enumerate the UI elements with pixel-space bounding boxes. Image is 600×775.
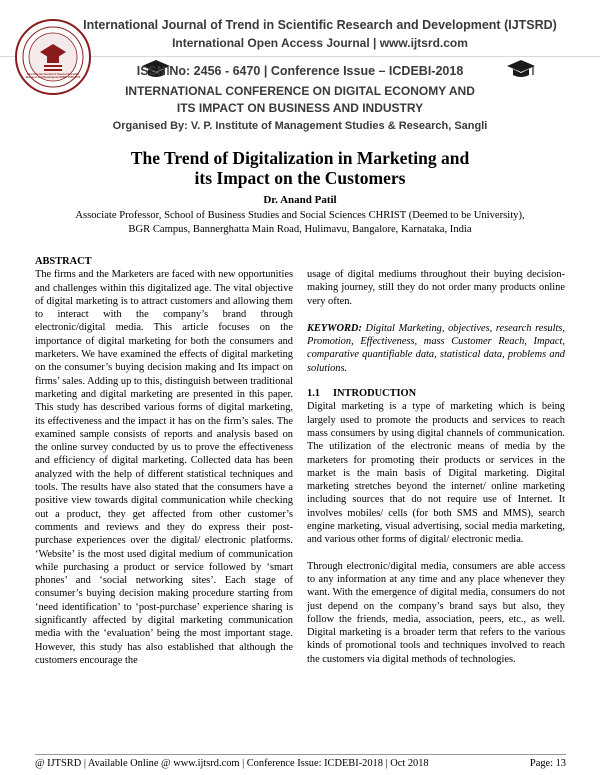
introduction-paragraph-2: Through electronic/digital media, consumers are able access to any information at any time and any place whenever they want. With the emergence of digital media, consumers do not just depend on the company’s brand says but also, they follow the friends, media, association, peers, etc., as well. Digital marketing is a broader term that refers to the various kinds of promotional tools and techniques involved to reach the customers via digital methods of technologies. <box>307 560 565 665</box>
journal-header <box>0 0 600 134</box>
right-column <box>307 268 565 666</box>
left-column <box>35 255 293 667</box>
author-name: Dr. Anand Patil <box>263 194 337 206</box>
page-number: Page: 13 <box>529 758 566 769</box>
footer-text: @ IJTSRD | Available Online @ www.ijtsrd.com | Conference Issue: ICDEBI-2018 | Oct 2018 <box>35 758 429 769</box>
author-affiliation-line1: Associate Professor, School of Business Studies and Social Sciences CHRIST (Deemed to be University), <box>75 210 525 221</box>
issn-line: ISSN No: 2456 - 6470 | Conference Issue – ICDEBI-2018 <box>136 64 464 78</box>
keywords <box>307 322 565 375</box>
keywords-label: KEYWORD: <box>307 322 362 334</box>
section-title: INTRODUCTION <box>333 388 417 400</box>
conference-name-line1: INTERNATIONAL CONFERENCE ON DIGITAL ECONOMY AND <box>125 84 475 98</box>
journal-access-line: International Open Access Journal | www.ijtsrd.com <box>172 36 468 50</box>
author-affiliation-line2: BGR Campus, Bannerghatta Main Road, Hulimavu, Bangalore, Karnataka, India <box>128 224 472 235</box>
abstract-heading: ABSTRACT <box>35 256 92 267</box>
introduction-paragraph-1: Digital marketing is a type of marketing which is being largely used to promote the products and services to reach mass consumers by using digital channels of communication. The utilization of the electronic means of media by the marketers for promoting their products or services in the market is the main basis of Digital marketing. Digital marketing stretches beyond the internet/ online marketing including sources that do not require use of Internet. It involves mobiles/ cells (for both SMS and MMS), search engine marketing, visual advertising, social media marketing, and various other forms of digital/ electronic media. <box>307 401 565 546</box>
journal-name: International Journal of Trend in Scientific Research and Development (IJTSRD) <box>83 18 557 32</box>
abstract-continuation: usage of digital mediums throughout their buying decision-making journey, still they do not order many products online very often. <box>307 269 565 307</box>
section-heading-introduction <box>307 387 565 400</box>
abstract-body: The firms and the Marketers are faced with new opportunities and challenges within this digitalized age. The vital objective of digital marketing is to attract customers and allowing them to interact with the company’s brand through electronic/digital media. This article focuses on the importance of digital marketing for both the consumers and marketers. We have examined the effects of digital marketing on the consumer’s buying decision making and Its impact on firms’ sales. Adding up to this, distinguish between traditional marketing and digital marketing are presented in this paper. This study has described various forms of digital marketing, its effectiveness and the impact it has on the firm’s sales. The examined sample consists of reports and analysis based on the online survey conducted by us to prove the effectiveness and efficiency of digital marketing. Collected data has been analyzed with the help of different statistical techniques and tools. The results have also stated that the consumers have a positive view towards digital communication while checking out a product, they get affected from other customer’s comments and reviews and they do express their post-purchase experiences over the digital/ electronic platforms. ‘Website’ is the most used digital medium of communication while purchasing a product or service followed by ‘smart phones’ and ‘social networking sites’. Each stage of consumer’s buying decision making procedure starting from ‘need identification’ to ‘post-purchase’ experience sharing is significantly affected by digital marketing communication media with the ‘evaluation’ being the most important stage. However, this study has also established that although the customers encourage the <box>35 269 293 666</box>
conference-name-line2: ITS IMPACT ON BUSINESS AND INDUSTRY <box>176 101 424 115</box>
page-footer <box>35 754 566 769</box>
paper-title-line1: The Trend of Digitalization in Marketing and <box>130 148 470 168</box>
section-number: 1.1 <box>307 388 320 400</box>
paper-title-line2: its Impact on the Customers <box>194 168 406 188</box>
organiser-line: Organised By: V. P. Institute of Management Studies & Research, Sangli <box>112 120 488 132</box>
keywords-text: Digital Marketing, objectives, research results, Promotion, Effectiveness, mass Customer Reach, Impact, comparative quantifiable data, statistical data, problems and solutions. <box>307 322 565 374</box>
logo-text: International Journal of Trend in Scientific Research and Development ISSN: 2456-6470 <box>25 73 81 79</box>
